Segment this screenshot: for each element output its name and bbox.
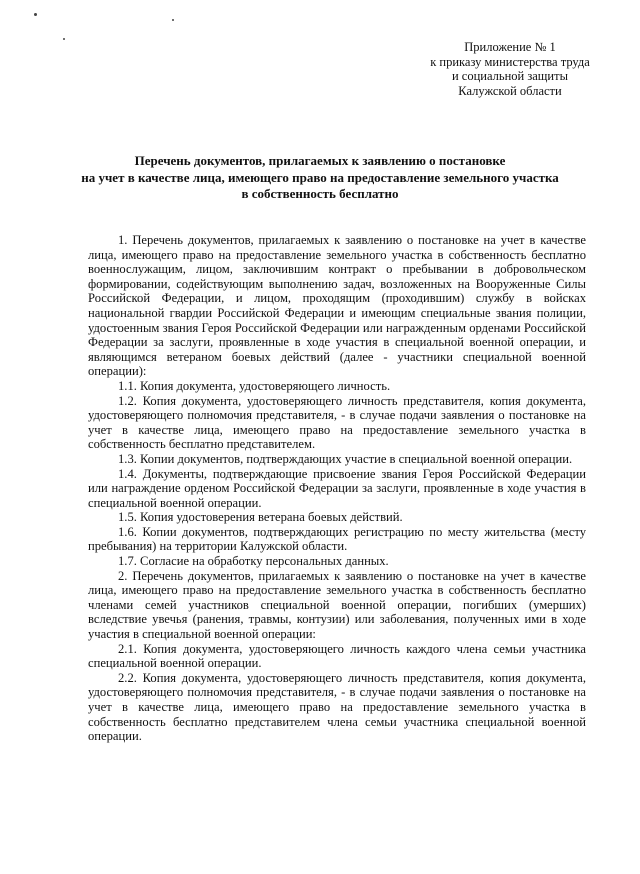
- appendix-line: Приложение № 1: [464, 40, 556, 54]
- paragraph-1-1: 1.1. Копия документа, удостоверяющего личность.: [118, 378, 391, 393]
- paragraph-1: 1. Перечень документов, прилагаемых к заявлению о постановке на учет в качестве лица, имеющего право на предоставление земельного участка в собственность бесплатно военнослужащим, лицом, заключившим контракт о пребывании в добровольческом формировании, содействующим выполнению задач, возложенных на Вооруженные Силы Российской Федерации, и лицом, проходящим (проходившим) службу в войсках национальной гвардии Российской Федерации и имеющим специальные звания полиции, удостоенным звания Героя Российской Федерации или награжденным орденами Российской Федерации за заслуги, проявленные в ходе участия в специальной военной операции, и являющимся ветераном боевых действий (далее - участники специальной военной операции):: [88, 233, 586, 379]
- appendix-line: к приказу министерства труда: [430, 54, 590, 69]
- appendix-header: [400, 40, 620, 98]
- paragraph-1-5: 1.5. Копия удостоверения ветерана боевых действий.: [118, 510, 403, 525]
- paragraph-1-2: 1.2. Копия документа, удостоверяющего личность представителя, копия документа, удостоверяющего полномочия представителя, - в случае подачи заявления о постановке на учет в качестве лица, имеющего право на предоставление земельного участка в собственность бесплатно представителем.: [88, 393, 586, 452]
- title-line: в собственность бесплатно: [241, 186, 399, 201]
- paragraph-2-1: 2.1. Копия документа, удостоверяющего личность каждого члена семьи участника специальной военной операции.: [88, 641, 586, 671]
- appendix-line: Калужской области: [458, 83, 562, 98]
- scan-speck: [34, 13, 37, 16]
- paragraph-2: 2. Перечень документов, прилагаемых к заявлению о постановке на учет в качестве лица, имеющего право на предоставление земельного участка в собственность бесплатно членами семей участников специальной военной операции, погибших (умерших) вследствие увечья (ранения, травмы, контузии) или заболевания, полученных ими в ходе участия в специальной военной операции:: [88, 568, 586, 642]
- title-line: на учет в качестве лица, имеющего право на предоставление земельного участка: [81, 169, 559, 185]
- title-line: Перечень документов, прилагаемых к заявлению о постановке: [134, 153, 506, 168]
- paragraph-2-2: 2.2. Копия документа, удостоверяющего личность представителя, копия документа, удостоверяющего полномочия представителя, - в случае подачи заявления о постановке на учет в качестве лица, имеющего право на предоставление земельного участка в собственность бесплатно представителем члена семьи участника специальной военной операции.: [88, 670, 586, 744]
- paragraph-1-6: 1.6. Копии документов, подтверждающих регистрацию по месту жительства (месту пребывания) на территории Калужской области.: [88, 524, 586, 554]
- scan-speck: [63, 38, 65, 40]
- document-body: [88, 233, 586, 744]
- paragraph-1-3: 1.3. Копии документов, подтверждающих участие в специальной военной операции.: [118, 451, 573, 466]
- paragraph-1-4: 1.4. Документы, подтверждающие присвоение звания Героя Российской Федерации или награждение орденом Российской Федерации за заслуги, проявленные в ходе участия в специальной военной операции.: [88, 466, 586, 510]
- document-title: [40, 153, 600, 203]
- scan-speck: [172, 19, 174, 21]
- appendix-line: и социальной защиты: [451, 69, 568, 84]
- paragraph-1-7: 1.7. Согласие на обработку персональных данных.: [118, 554, 389, 569]
